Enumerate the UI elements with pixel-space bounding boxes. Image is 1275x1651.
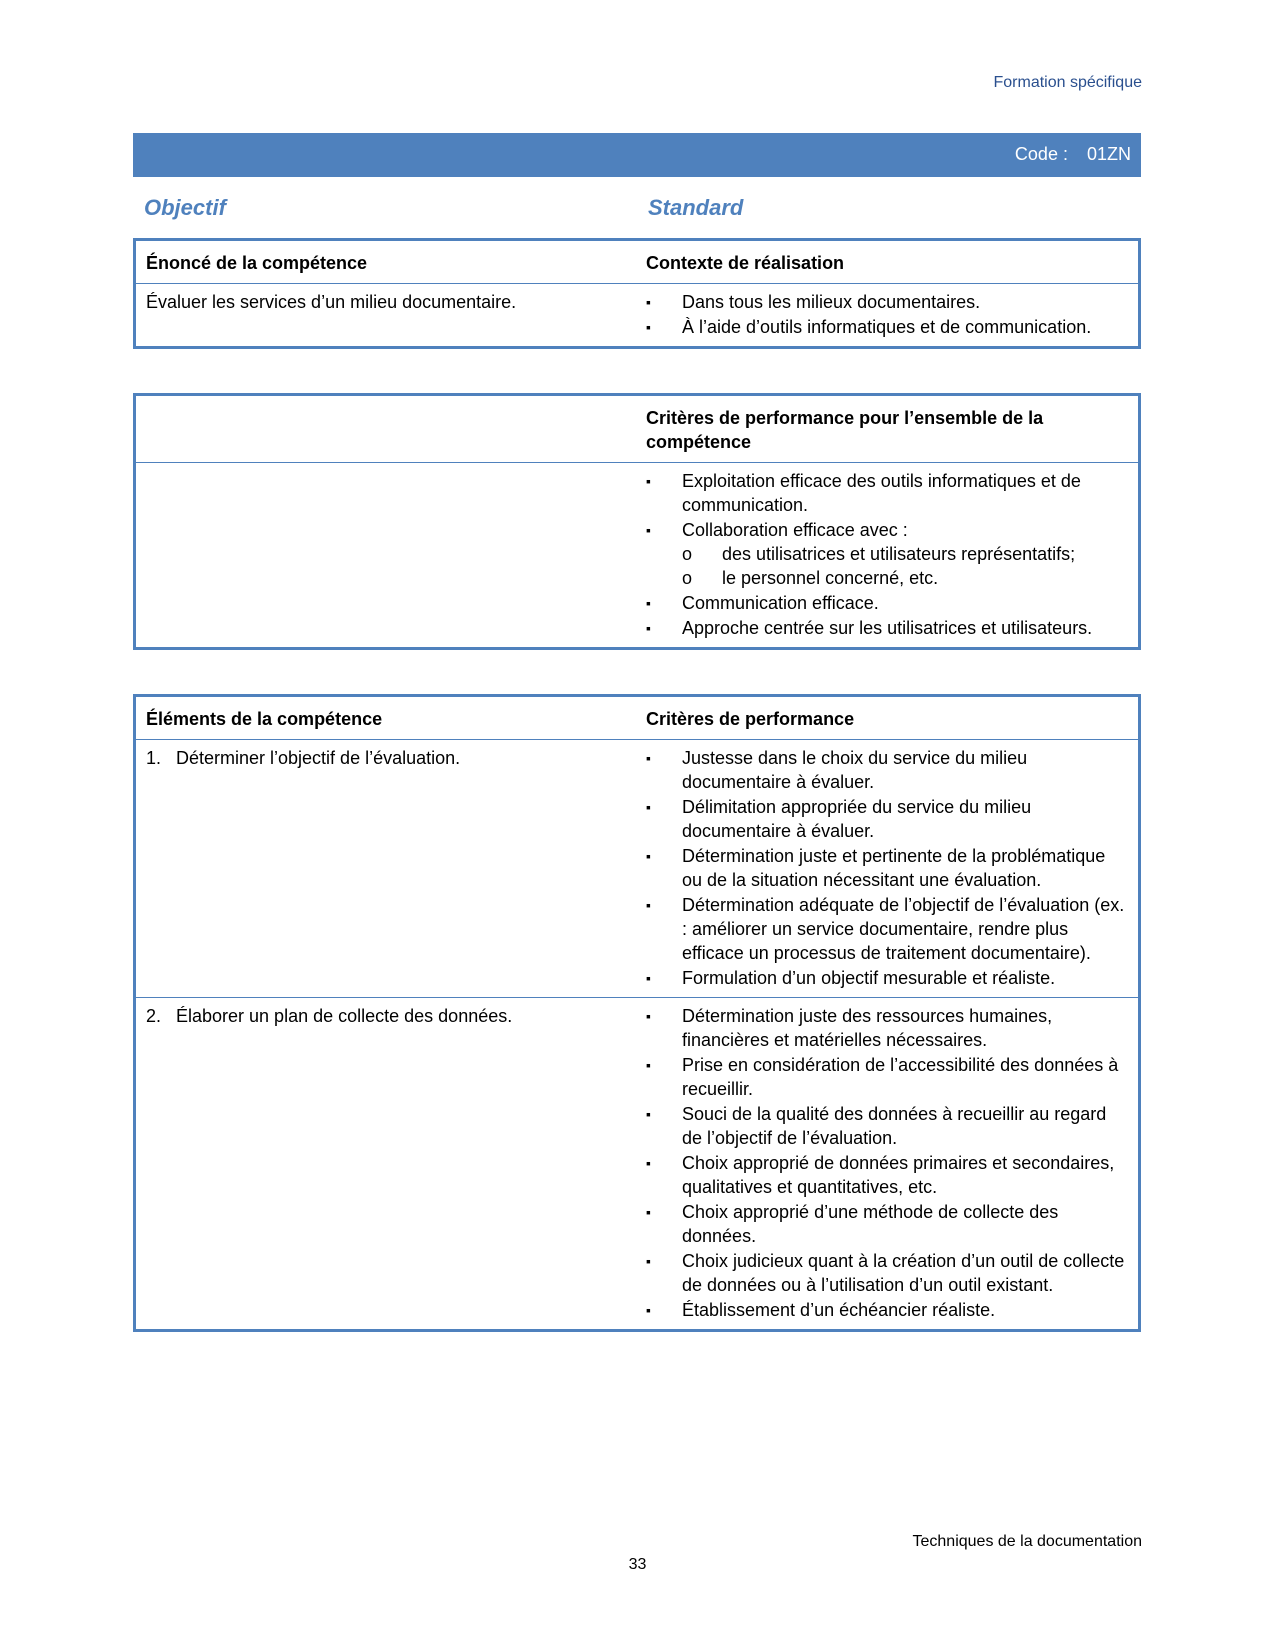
list-item: ▪ Détermination juste et pertinente de la problématique ou de la situation nécessitant une évaluation. <box>646 844 1128 892</box>
overall-criteria-row <box>135 463 1140 649</box>
list-item: ▪ Choix approprié d’une méthode de collecte des données. <box>646 1200 1128 1248</box>
list-item: ▪ Établissement d’un échéancier réaliste. <box>646 1298 1128 1322</box>
sub-list <box>682 542 1128 590</box>
context-list <box>646 290 1128 339</box>
elements-table-header <box>135 696 1140 740</box>
code-value: 01ZN <box>1086 144 1131 164</box>
elements-table <box>133 694 1141 1332</box>
competence-table-row <box>135 284 1140 348</box>
sub-list-item: o le personnel concerné, etc. <box>682 566 1128 590</box>
element-label: Élaborer un plan de collecte des données. <box>176 1006 513 1026</box>
code-label: Code : <box>1014 144 1068 164</box>
list-item: ▪ Détermination adéquate de l’objectif de l’évaluation (ex. : améliorer un service documentaire, rendre plus efficace un processus de traitement documentaire). <box>646 893 1128 965</box>
element-number: 1. <box>146 748 162 768</box>
context-cell <box>636 284 1140 348</box>
criteria-header: Critères de performance <box>636 696 1140 740</box>
element-cell <box>135 998 637 1331</box>
empty-cell <box>135 395 637 463</box>
competence-table <box>133 238 1141 349</box>
list-item: ▪ Dans tous les milieux documentaires. <box>646 290 1128 314</box>
list-item <box>646 518 1128 590</box>
list-item: ▪ Exploitation efficace des outils informatiques et de communication. <box>646 469 1128 517</box>
page-number: 33 <box>628 1556 647 1573</box>
criteria-cell <box>636 740 1140 998</box>
criteria-cell <box>636 998 1140 1331</box>
code-bar <box>133 133 1141 177</box>
criteria-list <box>646 1004 1128 1322</box>
list-item: ▪ À l’aide d’outils informatiques et de communication. <box>646 315 1128 339</box>
list-item: ▪ Choix approprié de données primaires et secondaires, qualitatives et quantitatives, etc. <box>646 1151 1128 1199</box>
list-item: ▪ Détermination juste des ressources humaines, financières et matérielles nécessaires. <box>646 1004 1128 1052</box>
overall-criteria-header-row <box>135 395 1140 463</box>
list-item: ▪ Choix judicieux quant à la création d’un outil de collecte de données ou à l’utilisation d’un outil existant. <box>646 1249 1128 1297</box>
table-row <box>135 740 1140 998</box>
list-item: ▪ Formulation d’un objectif mesurable et réaliste. <box>646 966 1128 990</box>
list-item-text: Collaboration efficace avec : <box>682 520 908 540</box>
elements-header: Éléments de la compétence <box>135 696 637 740</box>
list-item: ▪ Délimitation appropriée du service du milieu documentaire à évaluer. <box>646 795 1128 843</box>
list-item: ▪ Approche centrée sur les utilisatrices et utilisateurs. <box>646 616 1128 640</box>
element-number: 2. <box>146 1006 162 1026</box>
standard-title: Standard <box>648 195 744 220</box>
element-cell <box>135 740 637 998</box>
list-item: ▪ Souci de la qualité des données à recueillir au regard de l’objectif de l’évaluation. <box>646 1102 1128 1150</box>
overall-criteria-cell <box>636 463 1140 649</box>
table-row <box>135 998 1140 1331</box>
context-header: Contexte de réalisation <box>636 240 1140 284</box>
objectif-title: Objectif <box>144 195 226 220</box>
statement-header: Énoncé de la compétence <box>135 240 637 284</box>
list-item: ▪ Justesse dans le choix du service du milieu documentaire à évaluer. <box>646 746 1128 794</box>
list-item: ▪ Communication efficace. <box>646 591 1128 615</box>
footer-program: Techniques de la documentation <box>912 1533 1142 1550</box>
running-title: Formation spécifique <box>993 74 1142 91</box>
list-item: ▪ Prise en considération de l’accessibilité des données à recueillir. <box>646 1053 1128 1101</box>
empty-cell <box>135 463 637 649</box>
competence-statement: Évaluer les services d’un milieu documentaire. <box>146 292 517 312</box>
overall-criteria-list <box>646 469 1128 640</box>
criteria-list <box>646 746 1128 990</box>
sub-list-item: o des utilisatrices et utilisateurs représentatifs; <box>682 542 1128 566</box>
overall-criteria-header: Critères de performance pour l’ensemble de la compétence <box>636 395 1140 463</box>
competence-table-header <box>135 240 1140 284</box>
element-label: Déterminer l’objectif de l’évaluation. <box>176 748 461 768</box>
overall-criteria-table <box>133 393 1141 650</box>
